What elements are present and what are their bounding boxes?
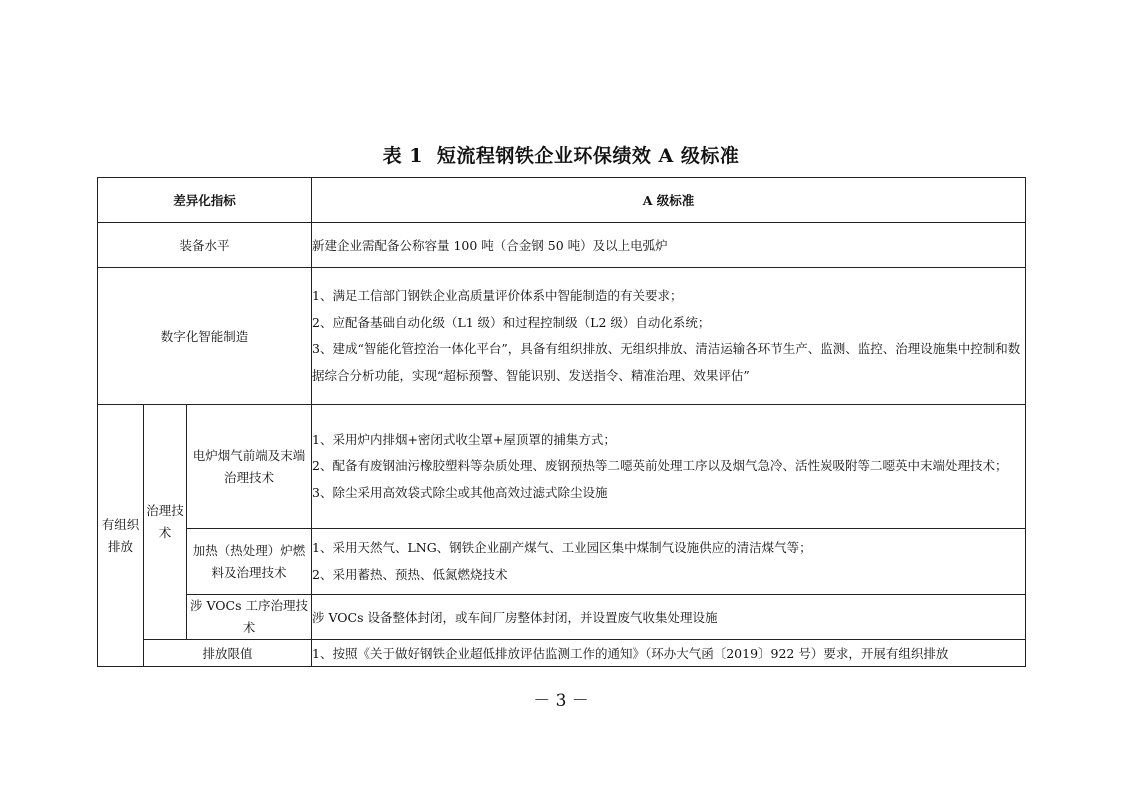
- eaf-label: 电炉烟气前端及末端治理技术: [187, 405, 312, 529]
- limit-label: 排放限值: [144, 640, 312, 667]
- row-heating: [98, 529, 1026, 595]
- heating-text: [312, 529, 1026, 595]
- row-digital: [98, 268, 1026, 405]
- row-eaf: [98, 405, 1026, 529]
- equipment-label: 装备水平: [98, 223, 312, 268]
- digital-item-2: 2、应配备基础自动化级（L1 级）和过程控制级（L2 级）自动化系统；: [312, 314, 711, 330]
- standards-table: [97, 177, 1026, 667]
- digital-item-1: 1、满足工信部门钢铁企业高质量评价体系中智能制造的有关要求；: [312, 288, 683, 303]
- eaf-item-2: 2、配备有废钢油污橡胶塑料等杂质处理、废钢预热等二噁英前处理工序以及烟气急冷、活性炭吸附等二噁英中末端处理技术；: [312, 458, 1008, 474]
- page-number: － 3 －: [533, 691, 589, 711]
- heating-item-1: 1、采用天然气、LNG、钢铁企业副产煤气、工业园区集中煤制气设施供应的清洁煤气等；: [312, 540, 812, 555]
- heating-item-2: 2、采用蓄热、预热、低氮燃烧技术: [312, 566, 508, 582]
- vocs-text: 涉 VOCs 设备整体封闭，或车间厂房整体封闭，并设置废气收集处理设施: [312, 595, 1026, 640]
- organized-emission-label: 有组织排放: [98, 405, 144, 667]
- digital-label: 数字化智能制造: [98, 268, 312, 405]
- heating-label: 加热（热处理）炉燃料及治理技术: [187, 529, 312, 595]
- table-title: [0, 141, 1122, 168]
- row-limit: [98, 640, 1026, 667]
- digital-item-3: 3、建成“智能化管控治一体化平台”，具备有组织排放、无组织排放、清洁运输各环节生产、监测、监控、治理设施集中控制和数据综合分析功能，实现“超标预警、智能识别、发送指令、精准治理、效果评估”: [312, 341, 1021, 383]
- header-indicator: 差异化指标: [98, 178, 312, 223]
- treatment-tech-label: 治理技术: [144, 405, 187, 640]
- header-standard: A 级标准: [312, 178, 1026, 223]
- header-row: [98, 178, 1026, 223]
- vocs-label: 涉 VOCs 工序治理技术: [187, 595, 312, 640]
- digital-text: [312, 268, 1026, 405]
- eaf-item-1: 1、采用炉内排烟+密闭式收尘罩+屋顶罩的捕集方式；: [312, 431, 616, 447]
- table-number: 表 1: [382, 145, 423, 167]
- limit-text: 1、按照《关于做好钢铁企业超低排放评估监测工作的通知》（环办大气函〔2019〕922 号）要求，开展有组织排放: [312, 640, 1026, 667]
- table-title-text: 短流程钢铁企业环保绩效 A 级标准: [436, 145, 740, 167]
- eaf-text: [312, 405, 1026, 529]
- eaf-item-3: 3、除尘采用高效袋式除尘或其他高效过滤式除尘设施: [312, 484, 608, 500]
- row-vocs: [98, 595, 1026, 640]
- equipment-text: 新建企业需配备公称容量 100 吨（合金钢 50 吨）及以上电弧炉: [312, 223, 1026, 268]
- row-equipment: [98, 223, 1026, 268]
